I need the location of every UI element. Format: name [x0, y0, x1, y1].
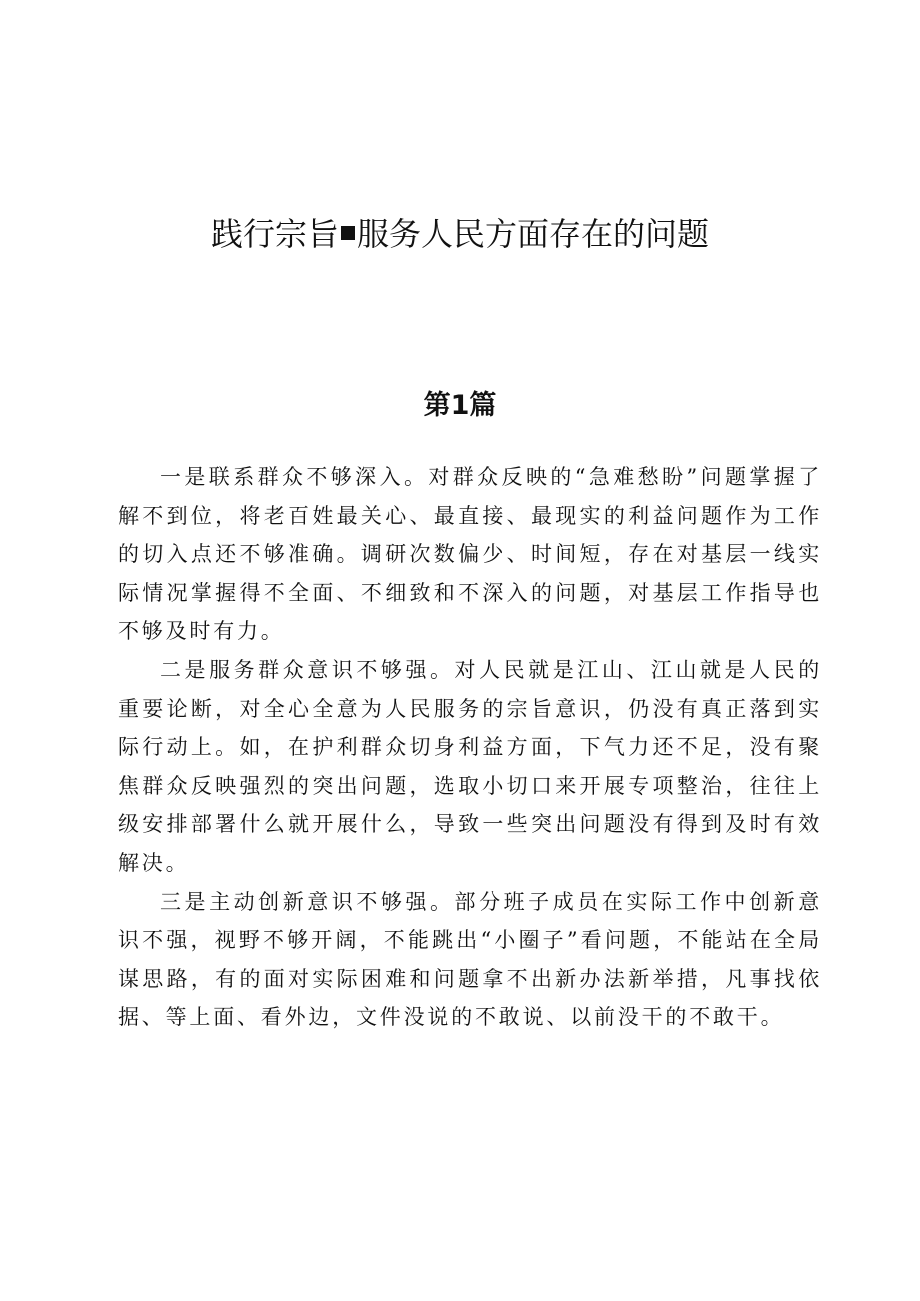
document-body: [118, 458, 822, 1037]
title-part-2: 服务人民方面存在的问题: [357, 215, 710, 253]
paragraph-2: 二是服务群众意识不够强。对人民就是江山、江山就是人民的重要论断，对全心全意为人民服务的宗旨意识，仍没有真正落到实际行动上。如，在护利群众切身利益方面，下气力还不足，没有聚焦群众反映强烈的突出问题，选取小切口来开展专项整治，往往上级安排部署什么就开展什么，导致一些突出问题没有得到及时有效解决。: [118, 657, 822, 875]
paragraph-1: 一是联系群众不够深入。对群众反映的“急难愁盼”问题掌握了解不到位，将老百姓最关心、最直接、最现实的利益问题作为工作的切入点还不够准确。调研次数偏少、时间短，存在对基层一线实际情况掌握得不全面、不细致和不深入的问题，对基层工作指导也不够及时有力。: [118, 465, 822, 644]
title-part-1: 践行宗旨: [210, 215, 339, 253]
document-title: [0, 212, 920, 256]
title-separator-square-icon: [341, 226, 355, 240]
paragraph-3: 三是主动创新意识不够强。部分班子成员在实际工作中创新意识不强，视野不够开阔，不能跳出“小圈子”看问题，不能站在全局谋思路，有的面对实际困难和问题拿不出新办法新举措，凡事找依据、等上面、看外边，文件没说的不敢说、以前没干的不敢干。: [118, 889, 822, 1030]
chapter-heading: 第1篇: [423, 390, 497, 421]
